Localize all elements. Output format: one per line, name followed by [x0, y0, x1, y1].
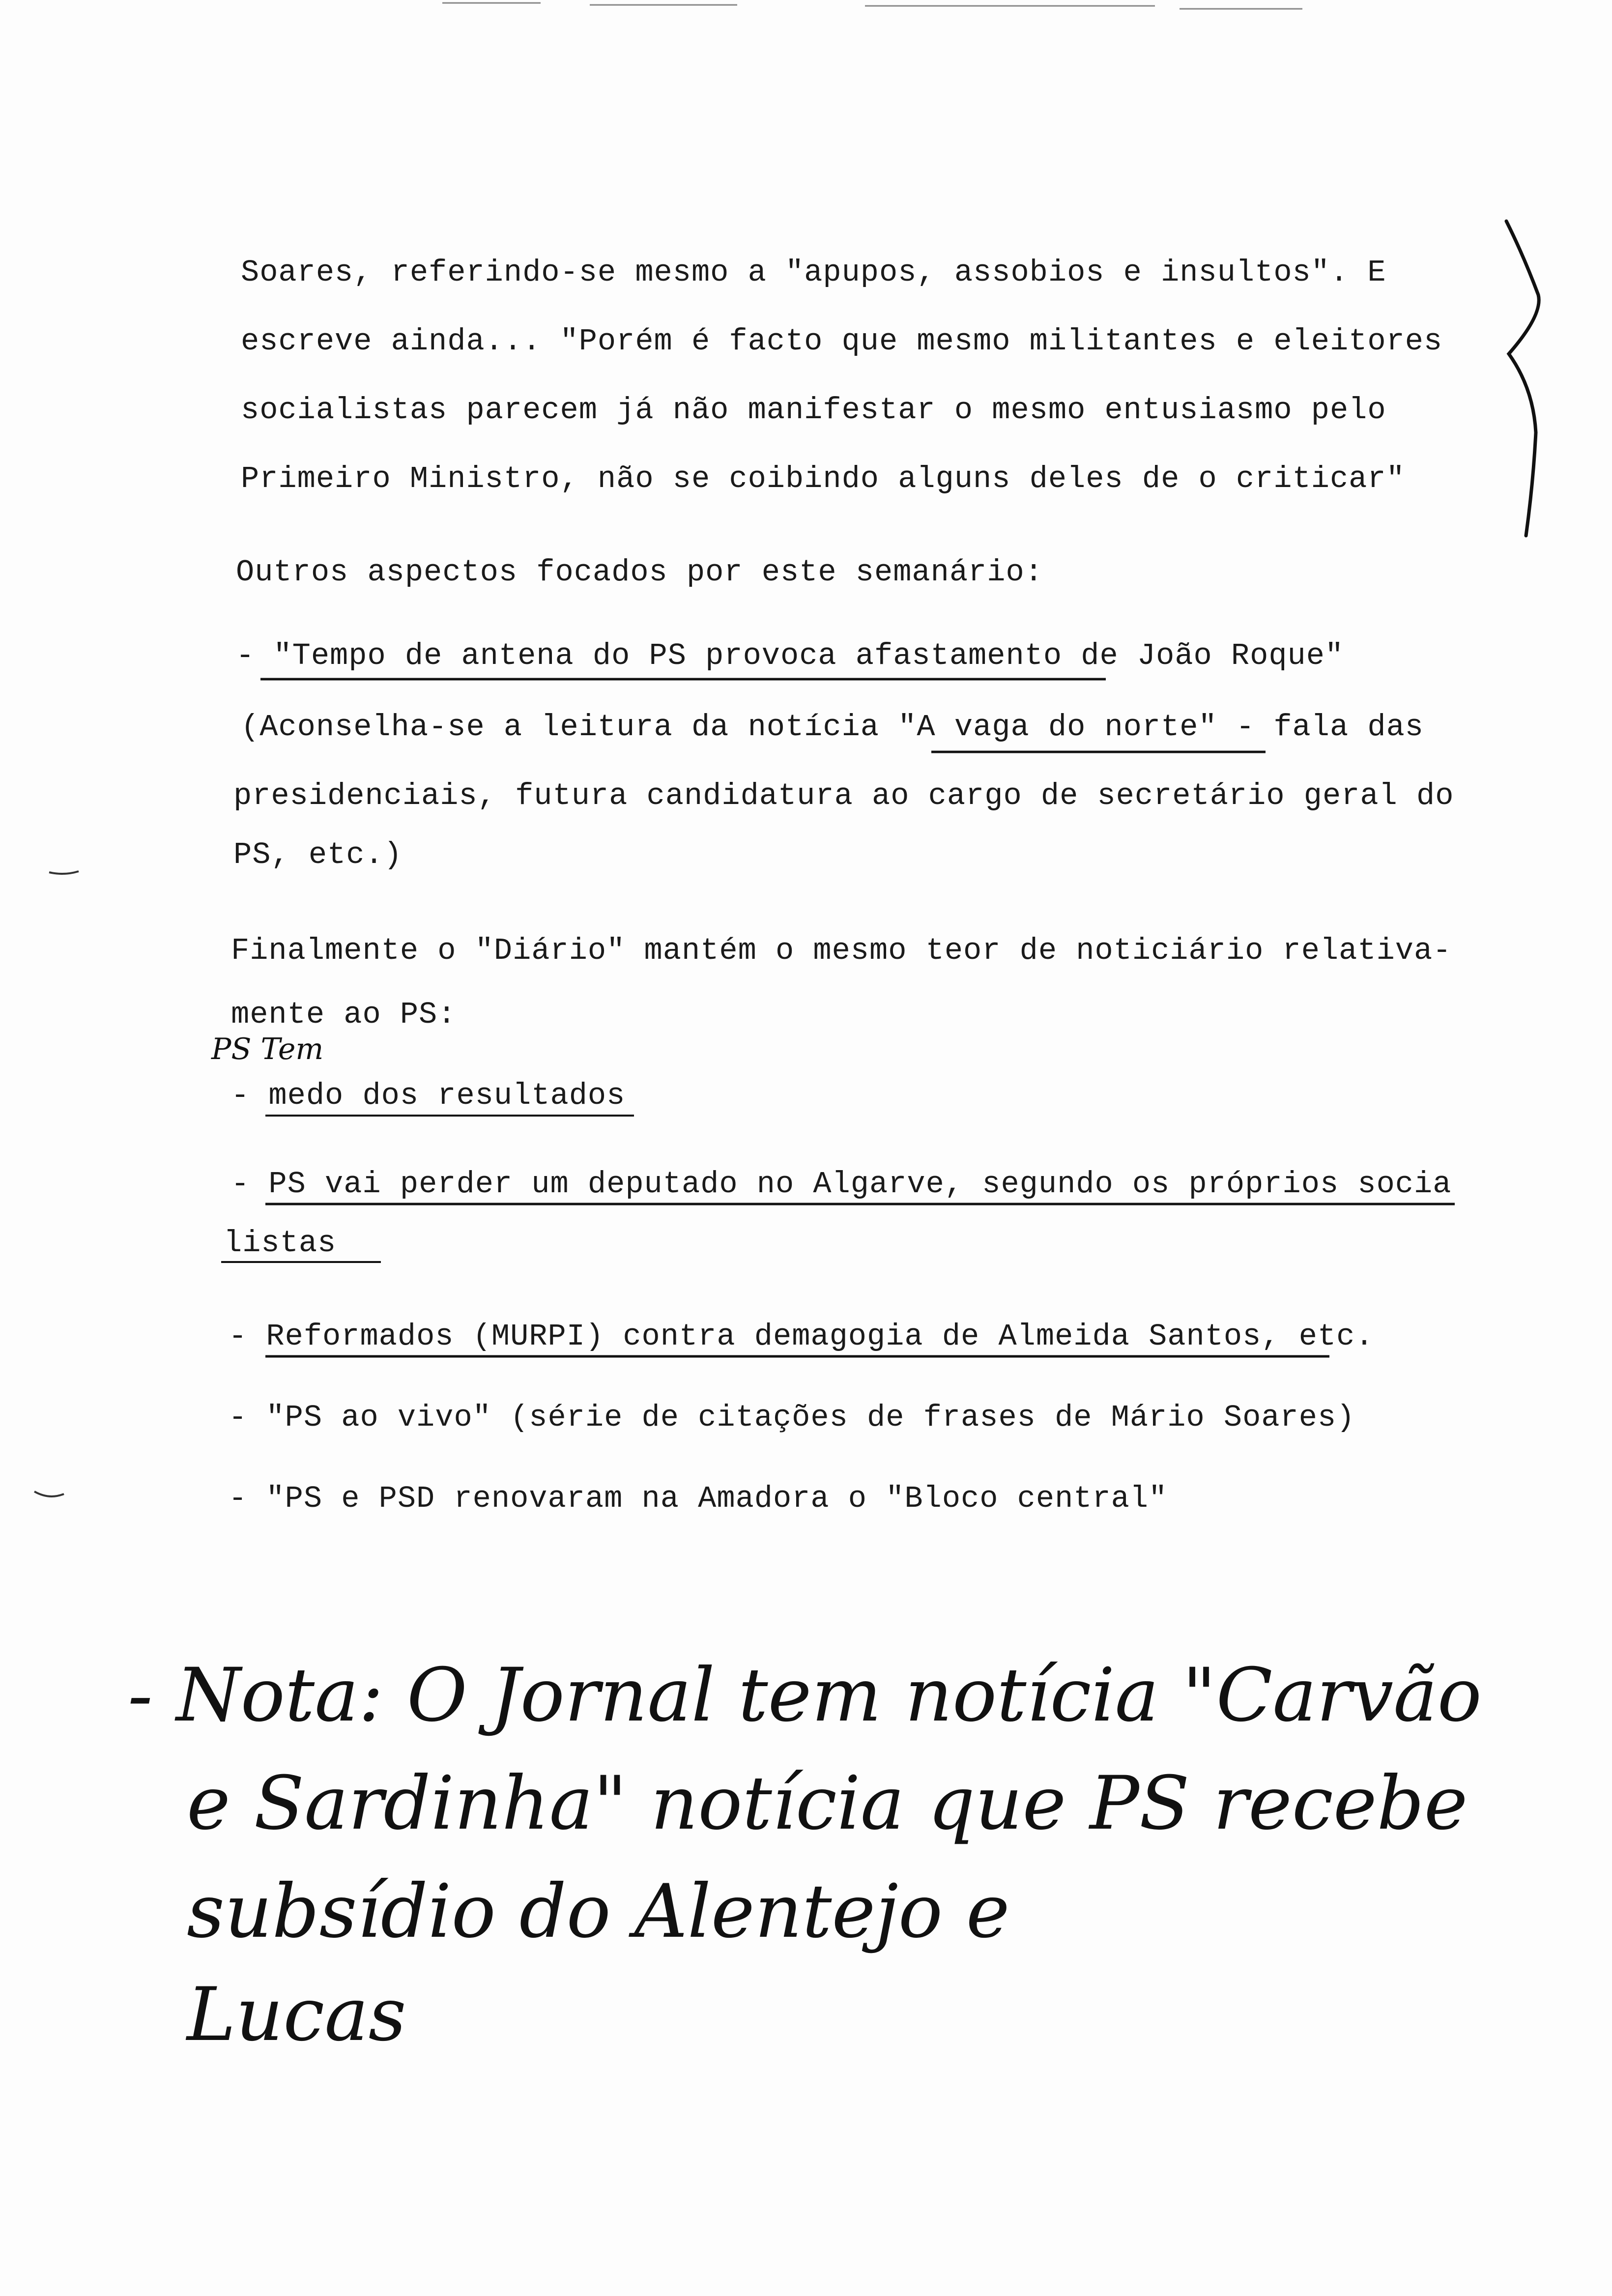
item-vaga-suffix: - fala das — [1217, 710, 1424, 745]
list-item-amadora: - "PS e PSD renovaram na Amadora o "Bloco central" — [229, 1481, 1168, 1516]
list-item-tempo — [236, 636, 1344, 676]
paragraph-line: Primeiro Ministro, não se coibindo alguns deles de o criticar" — [241, 461, 1405, 496]
list-item-aovivo: - "PS ao vivo" (série de citações de frases de Mário Soares) — [229, 1400, 1355, 1435]
margin-handwritten-note: PS Tem — [211, 1032, 324, 1066]
item-murpi-text: Reformados (MURPI) contra demagogia de Almeida Santos, — [266, 1319, 1280, 1354]
handwritten-note-line: - Nota: O Jornal tem notícia "Carvão — [128, 1653, 1482, 1738]
list-item-medo — [231, 1076, 625, 1116]
item-tempo-close: " — [1324, 638, 1344, 673]
list-item-vaga — [241, 708, 1424, 747]
paragraph-line: escreve ainda... "Porém é facto que mesmo militantes e eleitores — [241, 324, 1443, 359]
handwritten-note-line: subsídio do Alentejo e — [187, 1869, 1010, 1954]
item-medo-text: medo dos resultados — [268, 1078, 626, 1113]
list-item-algarve-line: listas — [224, 1226, 337, 1261]
bullet-dash: - — [229, 1319, 266, 1354]
bullet-dash: - — [231, 1167, 269, 1202]
paragraph-line: Soares, referindo-se mesmo a "apupos, assobios e insultos". E — [241, 255, 1386, 290]
list-item-algarve — [231, 1165, 1451, 1204]
item-algarve-text: PS vai perder um deputado no Algarve, segundo os próprios socia — [268, 1167, 1452, 1202]
list-item-vaga-line: presidenciais, futura candidatura ao cargo de secretário geral do — [233, 778, 1454, 813]
scan-edge-lines — [442, 3, 1302, 9]
list-item-murpi — [229, 1317, 1374, 1356]
item-vaga-title: "A vaga do norte" — [898, 710, 1217, 745]
intro-diario: Finalmente o "Diário" mantém o mesmo teor de noticiário relativa- — [231, 933, 1452, 968]
item-vaga-prefix: (Aconselha-se a leitura da notícia — [241, 710, 898, 745]
item-tempo-title: "Tempo de antena do PS provoca afastamento de João Roque — [273, 638, 1325, 673]
item-murpi-etc: etc. — [1280, 1319, 1374, 1354]
bullet-dash: - — [231, 1078, 269, 1113]
handwritten-note-line: e Sardinha" notícia que PS recebe — [187, 1761, 1468, 1846]
margin-hole-mark — [49, 871, 79, 874]
intro-diario: mente ao PS: — [231, 997, 457, 1032]
paragraph-line: socialistas parecem já não manifestar o mesmo entusiasmo pelo — [241, 393, 1386, 428]
curly-brace-mark — [1506, 221, 1539, 536]
intro-weekly: Outros aspectos focados por este semanário: — [236, 555, 1043, 590]
list-item-vaga-line: PS, etc.) — [233, 837, 403, 872]
margin-hole-mark — [34, 1492, 64, 1496]
handwritten-note-line: Lucas — [187, 1972, 406, 2058]
bullet-dash: - — [236, 638, 274, 673]
